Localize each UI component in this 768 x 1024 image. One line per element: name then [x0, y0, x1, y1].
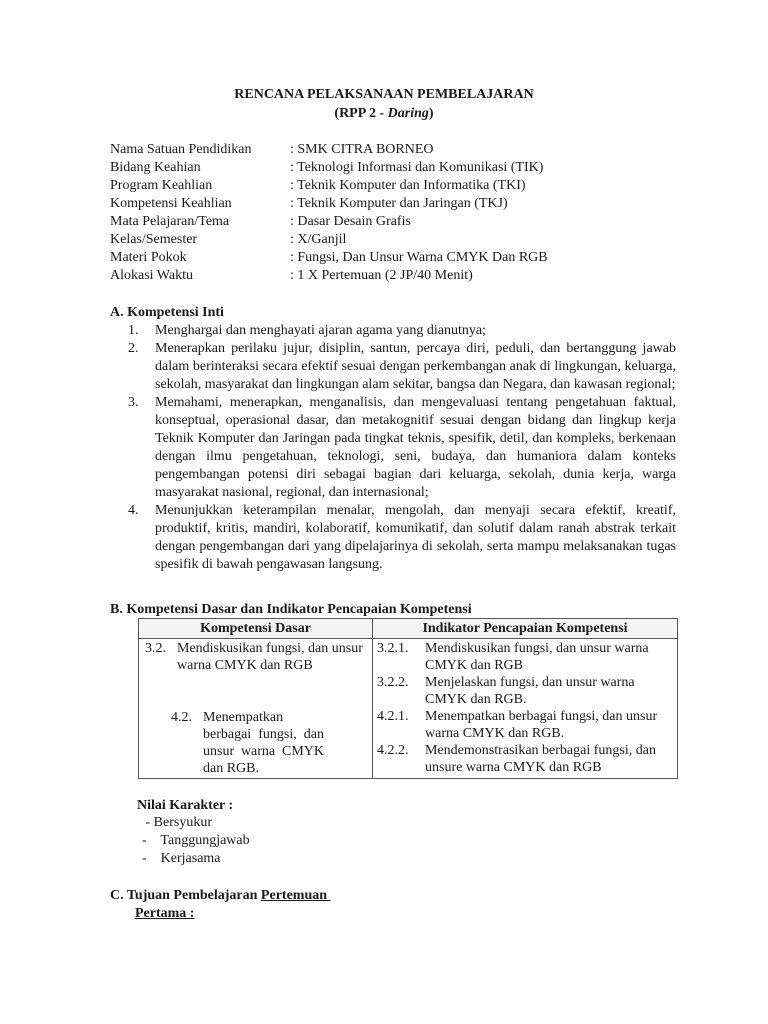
identity-row: [110, 195, 548, 213]
subtitle-prefix: (RPP 2 -: [334, 106, 388, 121]
ipk-number: 4.2.1.: [377, 709, 409, 724]
identity-value: : Teknik Komputer dan Informatika (TKI): [290, 178, 526, 193]
ipk-text: Mendiskusikan fungsi, dan unsur warna CMYK dan RGB: [425, 641, 649, 673]
identity-value: : SMK CITRA BORNEO: [290, 142, 434, 157]
identity-row: [110, 231, 548, 249]
kd-number: 4.2.: [171, 710, 192, 725]
list-item: [128, 394, 676, 502]
identity-row: [110, 267, 548, 285]
document-title: RENCANA PELAKSANAAN PEMBELAJARAN: [234, 87, 534, 102]
identity-row: [110, 177, 548, 195]
identity-row: [110, 141, 548, 159]
ipk-item: [377, 674, 673, 708]
section-c-heading: [110, 887, 331, 905]
subtitle-italic: Daring: [387, 106, 429, 121]
ipk-cell: [373, 639, 678, 779]
identity-label: Mata Pelajaran/Tema: [110, 214, 230, 229]
section-a-heading: A. Kompetensi Inti: [110, 305, 224, 320]
identity-value: : Teknologi Informasi dan Komunikasi (TIK): [290, 160, 544, 175]
list-item-text: Memahami, menerapkan, menganalisis, dan mengevaluasi tentang pengetahuan faktual, konseptual, operasional dasar, dan metakognitif sesuai dengan bidang dan lingkup kerja Teknik Komputer dan Jaringan pada tingkat teknis, spesifik, detil, dan kompleks, berkenaan dengan ilmu pengetahuan, teknologi, seni, budaya, dan humaniora dalam konteks pengembangan potensi diri sebagai bagian dari keluarga, sekolah, dunia kerja, warga masyarakat nasional, regional, dan internasional;: [155, 395, 676, 500]
list-item: [128, 322, 676, 340]
kd-text: Mendiskusikan fungsi, dan unsur warna CMYK dan RGB: [177, 641, 363, 673]
nilai-karakter-list: [142, 814, 250, 868]
identity-label: Kompetensi Keahlian: [110, 196, 232, 211]
ipk-text: Menempatkan berbagai fungsi, dan unsur warna CMYK dan RGB.: [425, 709, 658, 741]
table-row: [139, 639, 678, 779]
list-item-number: 3.: [128, 395, 139, 410]
identity-value: : Dasar Desain Grafis: [290, 214, 411, 229]
document-subtitle: [0, 105, 768, 123]
list-item-text: Menghargai dan menghayati ajaran agama yang dianutnya;: [155, 323, 486, 338]
identity-row: [110, 249, 548, 267]
list-item-number: 1.: [128, 323, 139, 338]
identity-row: [110, 159, 548, 177]
list-item-number: 4.: [128, 503, 139, 518]
ipk-item: [377, 708, 673, 742]
list-item: - Bersyukur: [142, 815, 212, 830]
identity-block: [110, 141, 548, 285]
list-item: [128, 340, 676, 394]
kd-ipk-table: [138, 618, 678, 779]
list-item: [128, 502, 676, 574]
ipk-text: Menjelaskan fungsi, dan unsur warna CMYK dan RGB.: [425, 675, 635, 707]
identity-label: Bidang Keahian: [110, 160, 201, 175]
kompetensi-inti-list: [128, 322, 676, 574]
section-c-heading-underlined: Pertemuan: [260, 888, 331, 903]
kd-number: 3.2.: [145, 641, 166, 656]
column-header-ipk: Indikator Pencapaian Kompetensi: [373, 619, 678, 639]
ipk-number: 4.2.2.: [377, 743, 409, 758]
kd-text: Menempatkan berbagai fungsi, dan unsur warna CMYK dan RGB.: [203, 710, 324, 776]
kd-item: [171, 709, 324, 777]
column-header-kd: Kompetensi Dasar: [139, 619, 373, 639]
identity-label: Program Keahlian: [110, 178, 213, 193]
list-item-text: Menunjukkan keterampilan menalar, mengolah, dan menyaji secara efektif, kreatif, produktif, kritis, mandiri, kolaboratif, komunikatif, dan solutif dalam ranah abstrak terkait dengan pengembangan dari yang dipelajarinya di sekolah, serta mampu melaksanakan tugas spesifik di bawah pengawasan langsung.: [155, 503, 676, 572]
section-c-heading-prefix: C. Tujuan Pembelajaran: [110, 888, 261, 903]
list-item-text: Menerapkan perilaku jujur, disiplin, santun, percaya diri, peduli, dan bertanggung jawab dalam berinteraksi secara efektif sesuai dengan perkembangan anak di lingkungan, keluarga, sekolah, masyarakat dan lingkungan alam sekitar, bangsa dan Negara, dan kawasan regional;: [155, 341, 676, 392]
identity-label: Materi Pokok: [110, 250, 187, 265]
identity-value: : 1 X Pertemuan (2 JP/40 Menit): [290, 268, 473, 283]
identity-row: [110, 213, 548, 231]
list-item: - Kerjasama: [142, 851, 221, 866]
section-b-heading: B. Kompetensi Dasar dan Indikator Pencapaian Kompetensi: [110, 602, 472, 617]
ipk-item: [377, 742, 673, 776]
list-item: - Tanggungjawab: [142, 833, 250, 848]
identity-value: : Teknik Komputer dan Jaringan (TKJ): [290, 196, 508, 211]
kd-item: [145, 640, 368, 674]
identity-label: Kelas/Semester: [110, 232, 198, 247]
ipk-number: 3.2.1.: [377, 641, 409, 656]
identity-value: : Fungsi, Dan Unsur Warna CMYK Dan RGB: [290, 250, 548, 265]
table-header-row: [139, 619, 678, 639]
kd-cell: [139, 639, 373, 779]
ipk-text: Mendemonstrasikan berbagai fungsi, dan unsure warna CMYK dan RGB: [425, 743, 656, 775]
subtitle-suffix: ): [428, 106, 434, 121]
nilai-karakter-heading: Nilai Karakter :: [137, 798, 234, 813]
identity-label: Nama Satuan Pendidikan: [110, 142, 252, 157]
identity-value: : X/Ganjil: [290, 232, 347, 247]
section-c-heading-line2: Pertama :: [135, 906, 195, 921]
list-item-number: 2.: [128, 341, 139, 356]
identity-label: Alokasi Waktu: [110, 268, 193, 283]
ipk-item: [377, 640, 673, 674]
ipk-number: 3.2.2.: [377, 675, 409, 690]
